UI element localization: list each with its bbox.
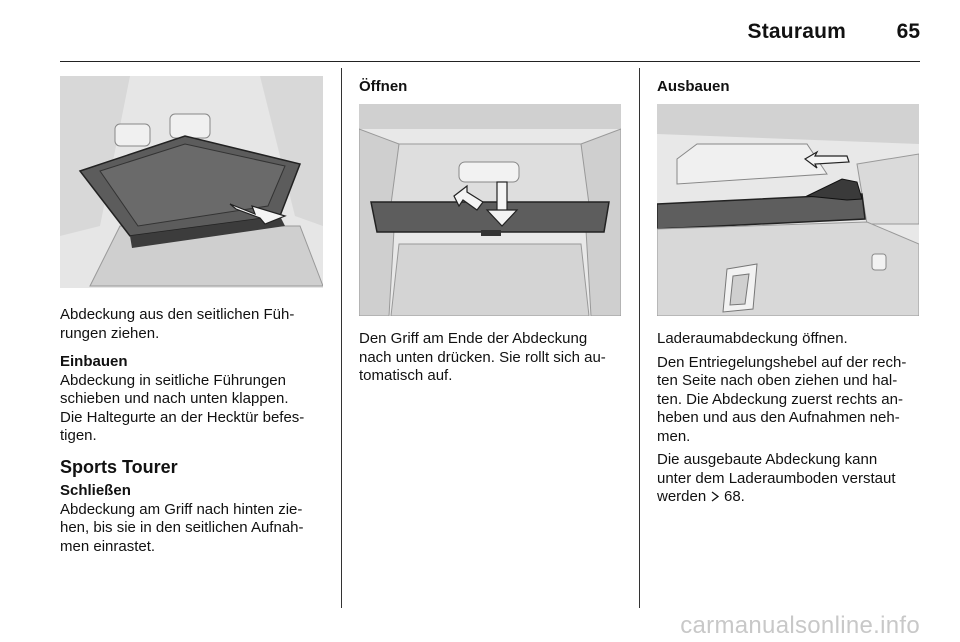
column-3-text	[657, 330, 929, 507]
heading-ausbauen: Ausbauen	[657, 78, 730, 95]
text-line: tomatisch auf.	[359, 367, 453, 384]
text-line: Laderaumabdeckung öffnen.	[657, 330, 848, 347]
text-line: ten Seite nach oben ziehen und hal-	[657, 372, 898, 389]
text-line: ten. Die Abdeckung zuerst rechts an-	[657, 390, 903, 408]
heading-einbauen: Einbauen	[60, 353, 128, 370]
page-number: 65	[896, 20, 920, 43]
text-line: schieben und nach unten klappen.	[60, 390, 289, 407]
section-title: Sports Tourer	[60, 456, 178, 477]
heading-oeffnen: Öffnen	[359, 78, 408, 95]
text-line: Abdeckung am Griff nach hinten zie-	[60, 500, 303, 518]
text-line: men einrastet.	[60, 537, 156, 555]
text-line: Die ausgebaute Abdeckung kann	[657, 451, 878, 468]
header-rule	[60, 61, 920, 62]
column-2-text	[359, 330, 631, 386]
figure-cover-removal-lever	[657, 104, 919, 316]
figure-cover-open	[359, 104, 621, 316]
text-line: hen, bis sie in den seitlichen Aufnah-	[60, 519, 304, 536]
text-line: Den Entriegelungshebel auf der rech-	[657, 353, 907, 371]
text-line: nach unten drücken. Sie rollt sich au-	[359, 348, 606, 366]
text-line: men.	[657, 427, 691, 445]
text-line: Die Haltegurte an der Hecktür befes-	[60, 408, 305, 426]
text-line: heben und aus den Aufnahmen neh-	[657, 409, 900, 426]
text-line: Den Griff am Ende der Abdeckung	[359, 330, 588, 347]
text-line: tigen.	[60, 427, 97, 444]
text-fragment: werden	[657, 488, 707, 505]
column-1-text	[60, 306, 332, 556]
column-2-heading	[359, 78, 629, 97]
page-title: Stauraum	[747, 20, 846, 43]
watermark: carmanualsonline.info	[680, 612, 920, 639]
text-line: Abdeckung aus den seitlichen Füh-	[60, 306, 295, 323]
page-reference[interactable]: 68.	[724, 488, 745, 505]
page-header	[60, 18, 920, 48]
text-line: rungen ziehen.	[60, 324, 160, 342]
column-3-heading	[657, 78, 927, 97]
column-divider-1	[341, 68, 342, 608]
text-line: Abdeckung in seitliche Führungen	[60, 371, 286, 389]
text-line-with-reference	[657, 488, 929, 507]
column-divider-2	[639, 68, 640, 608]
heading-schliessen: Schließen	[60, 482, 131, 499]
figure-cover-removal	[60, 76, 323, 288]
text-line: unter dem Laderaumboden verstaut	[657, 469, 896, 487]
page-reference-icon	[710, 489, 724, 504]
